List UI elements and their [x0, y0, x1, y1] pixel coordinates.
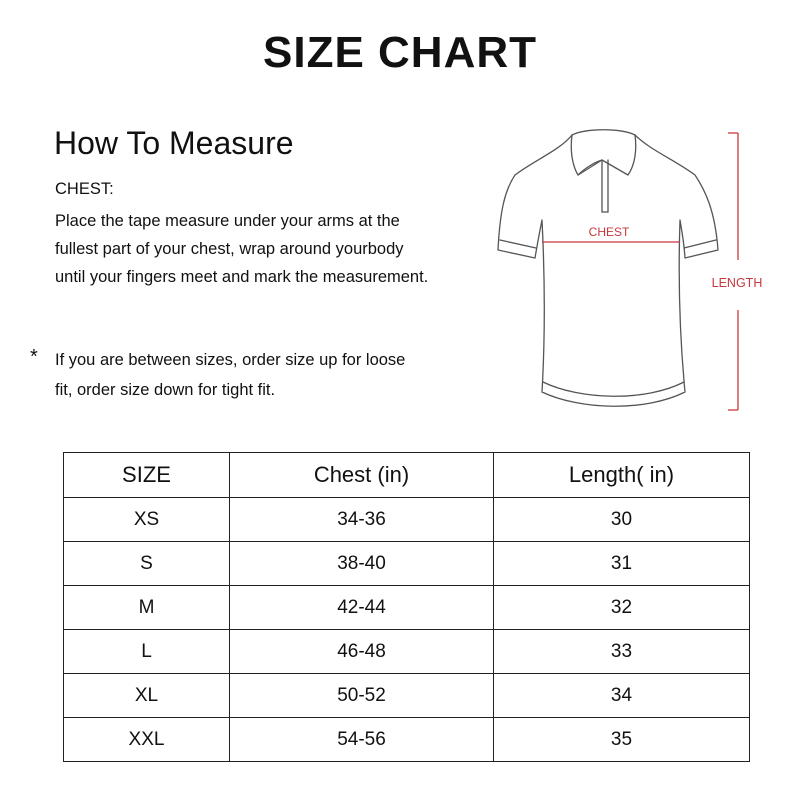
size-cell: S — [64, 542, 230, 586]
size-cell: XS — [64, 498, 230, 542]
length-cell: 32 — [494, 586, 750, 630]
table-row — [64, 586, 750, 630]
asterisk-icon: * — [30, 346, 38, 368]
length-cell: 31 — [494, 542, 750, 586]
size-cell: L — [64, 630, 230, 674]
chest-label: CHEST: — [55, 180, 114, 198]
size-cell: XL — [64, 674, 230, 718]
chest-instruction-line: fullest part of your chest, wrap around yourbody — [55, 240, 404, 258]
size-cell: M — [64, 586, 230, 630]
table-header-row — [64, 453, 750, 498]
length-cell: 35 — [494, 718, 750, 762]
size-cell: XXL — [64, 718, 230, 762]
table-row — [64, 718, 750, 762]
table-row — [64, 542, 750, 586]
chest-cell: 54-56 — [230, 718, 494, 762]
size-note — [55, 345, 485, 405]
chest-cell: 46-48 — [230, 630, 494, 674]
chest-cell: 50-52 — [230, 674, 494, 718]
size-note-line: fit, order size down for tight fit. — [55, 381, 276, 399]
size-table — [63, 452, 750, 762]
header-length: Length( in) — [494, 453, 750, 498]
length-bracket — [728, 133, 738, 410]
chest-cell: 42-44 — [230, 586, 494, 630]
header-size: SIZE — [64, 453, 230, 498]
table-row — [64, 630, 750, 674]
length-diagram-label: LENGTH — [711, 276, 763, 290]
size-note-line: If you are between sizes, order size up for loose — [55, 351, 406, 369]
how-to-measure-heading: How To Measure — [54, 125, 294, 161]
table-row — [64, 674, 750, 718]
header-chest: Chest (in) — [230, 453, 494, 498]
chest-diagram-label: CHEST — [588, 225, 630, 239]
length-cell: 34 — [494, 674, 750, 718]
table-row — [64, 498, 750, 542]
length-cell: 30 — [494, 498, 750, 542]
length-cell: 33 — [494, 630, 750, 674]
page-title: SIZE CHART — [263, 28, 537, 77]
chest-cell: 34-36 — [230, 498, 494, 542]
chest-cell: 38-40 — [230, 542, 494, 586]
polo-shirt-icon — [498, 130, 718, 407]
chest-instruction-line: Place the tape measure under your arms at the — [55, 212, 400, 230]
chest-instruction-line: until your fingers meet and mark the measurement. — [55, 268, 429, 286]
shirt-diagram — [490, 120, 790, 420]
chest-instructions — [55, 207, 485, 291]
